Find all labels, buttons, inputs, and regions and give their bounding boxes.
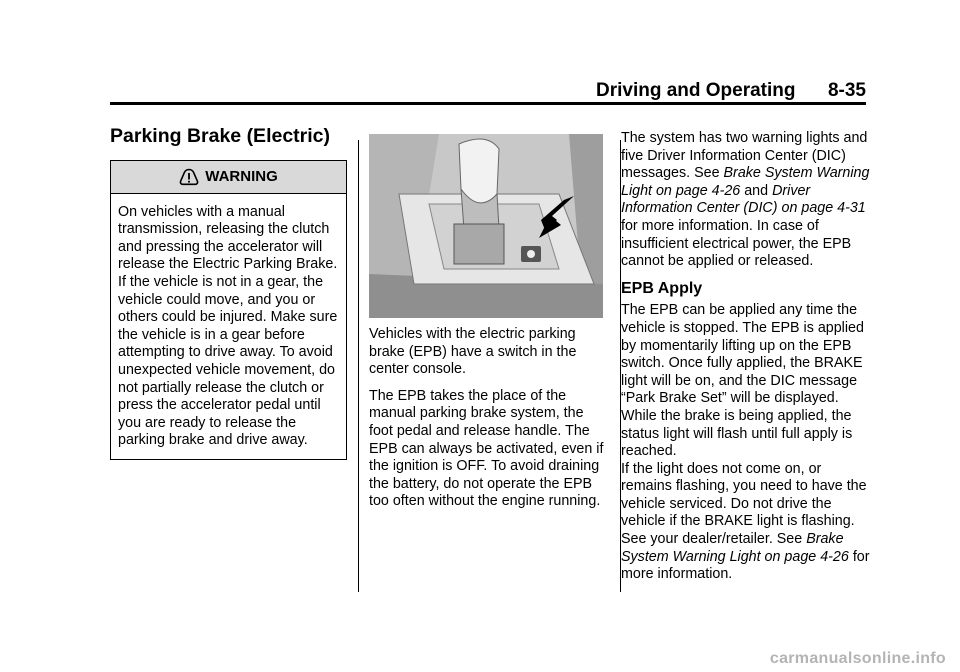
text: If the light does not come on, or remains flashing, you need to have the vehicle serviced. Do not drive the vehicle if the BRAKE light is flashing. See your dealer/retailer. See [621,460,867,548]
text: The system has two warning lights and five Driver Information Center (DIC) messages. See [621,130,868,182]
subtitle: EPB Apply [621,279,703,297]
text: for more information. In case of insufficient electrical power, the EPB cannot be applied or released. [621,217,852,270]
column-1 [110,120,347,460]
paragraph-4: The EPB can be applied any time the vehicle is stopped. The EPB is applied by momentarily lifting up on the EPB switch. Once fully applied, the BRAKE light will be on, and the DIC message “Park Brake Set” will be displayed. While the brake is being applied, the status light will flash until full apply is reached. [621,302,864,460]
paragraph-2: The EPB takes the place of the manual parking brake system, the foot pedal and release handle. The EPB can always be activated, even if the ignition is OFF. To avoid draining the battery, do not operate the EPB too often without the engine running. [369,387,604,510]
section-title: Driving and Operating [595,80,796,101]
cross-ref-link: Brake System Warning Light on page 4-26 [621,165,870,199]
warning-header [111,161,346,194]
warning-label: WARNING [205,167,278,185]
warning-text: On vehicles with a manual transmission, releasing the clutch and pressing the accelerator will release the Electric Parking Brake. If the vehicle is not in a gear, the vehicle could move, and you or others could be injured. Make sure the vehicle is in a gear before attempting to drive away. To avoid unexpected vehicle movement, do not partially release the clutch or press the accelerator pedal until you are ready to release the parking brake and drive away. [118,203,338,449]
console-photo [369,134,603,318]
text: and [740,182,773,199]
watermark: carmanualsonline.info [769,650,946,667]
cross-ref-link: Brake System Warning Light on page 4-26 [621,531,849,565]
paragraph-5 [621,461,871,584]
cross-ref-link: Driver Information Center (DIC) on page 4-31 [621,182,866,217]
page-number: 8-35 [827,80,866,101]
column-divider [358,140,359,592]
paragraph-3 [621,130,871,271]
page-title: Parking Brake (Electric) [110,125,331,147]
page-header [110,80,866,105]
column-3 [621,130,871,593]
warning-box [110,160,347,460]
warning-icon [179,168,199,186]
paragraph-1: Vehicles with the electric parking brake (EPB) have a switch in the center console. [369,326,577,378]
column-2 [369,134,609,520]
text: for more information. [621,548,870,583]
